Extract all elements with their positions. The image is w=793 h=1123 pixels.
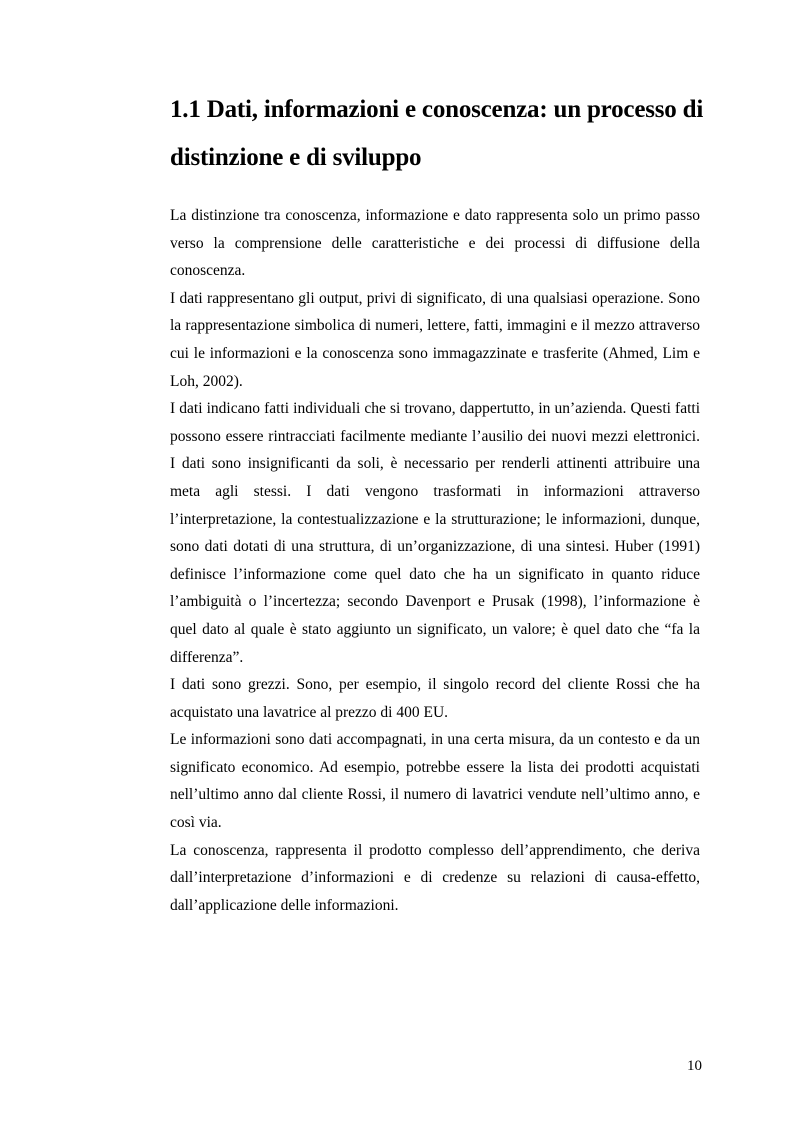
paragraph-dati-grezzi: I dati sono grezzi. Sono, per esempio, il singolo record del cliente Rossi che ha acquistato una lavatrice al prezzo di 400 EU. [170, 676, 700, 721]
section-heading [170, 86, 710, 182]
page-number: 10 [687, 1058, 702, 1074]
section-title: Dati, informazioni e conoscenza: un processo di distinzione e di sviluppo [170, 96, 704, 171]
paragraph-informazioni: Le informazioni sono dati accompagnati, in una certa misura, da un contesto e da un significato economico. Ad esempio, potrebbe essere la lista dei prodotti acquistati nell’ultimo anno dal cliente Rossi, il numero di lavatrici vendute nell’ultimo anno, e così via. [170, 731, 700, 832]
paragraph-dati-output: I dati rappresentano gli output, privi di significato, di una qualsiasi operazione. Sono la rappresentazione simbolica di numeri, lettere, fatti, immagini e il mezzo attraverso cui le informazioni e la conoscenza sono immagazzinate e trasferite (Ahmed, Lim e Loh, 2002). [170, 289, 700, 390]
section-number: 1.1 [170, 96, 201, 123]
paragraph-conoscenza: La conoscenza, rappresenta il prodotto complesso dell’apprendimento, che deriva dall’interpretazione d’informazioni e di credenze su relazioni di causa-effetto, dall’applicazione delle informazioni. [170, 841, 700, 914]
paragraph-dati-fatti: I dati indicano fatti individuali che si trovano, dappertutto, in un’azienda. Questi fatti possono essere rintracciati facilmente mediante l’ausilio dei nuovi mezzi elettronici. I dati sono insignificanti da soli, è necessario per renderli attinenti attribuire una meta agli stessi. I dati vengono trasformati in informazioni attraverso l’interpretazione, la contestualizzazione e la strutturazione; le informazioni, dunque, sono dati dotati di una struttura, di un’organizzazione, di una sintesi. Huber (1991) definisce l’informazione come quel dato che ha un significato in quanto riduce l’ambiguità o l’incertezza; secondo Davenport e Prusak (1998), l’informazione è quel dato al quale è stato aggiunto un significato, un valore; è quel dato che “fa la differenza”. [170, 400, 700, 666]
body-text [170, 202, 700, 919]
paragraph-intro: La distinzione tra conoscenza, informazione e dato rappresenta solo un primo passo verso la comprensione delle caratteristiche e dei processi di diffusione della conoscenza. [170, 207, 700, 280]
